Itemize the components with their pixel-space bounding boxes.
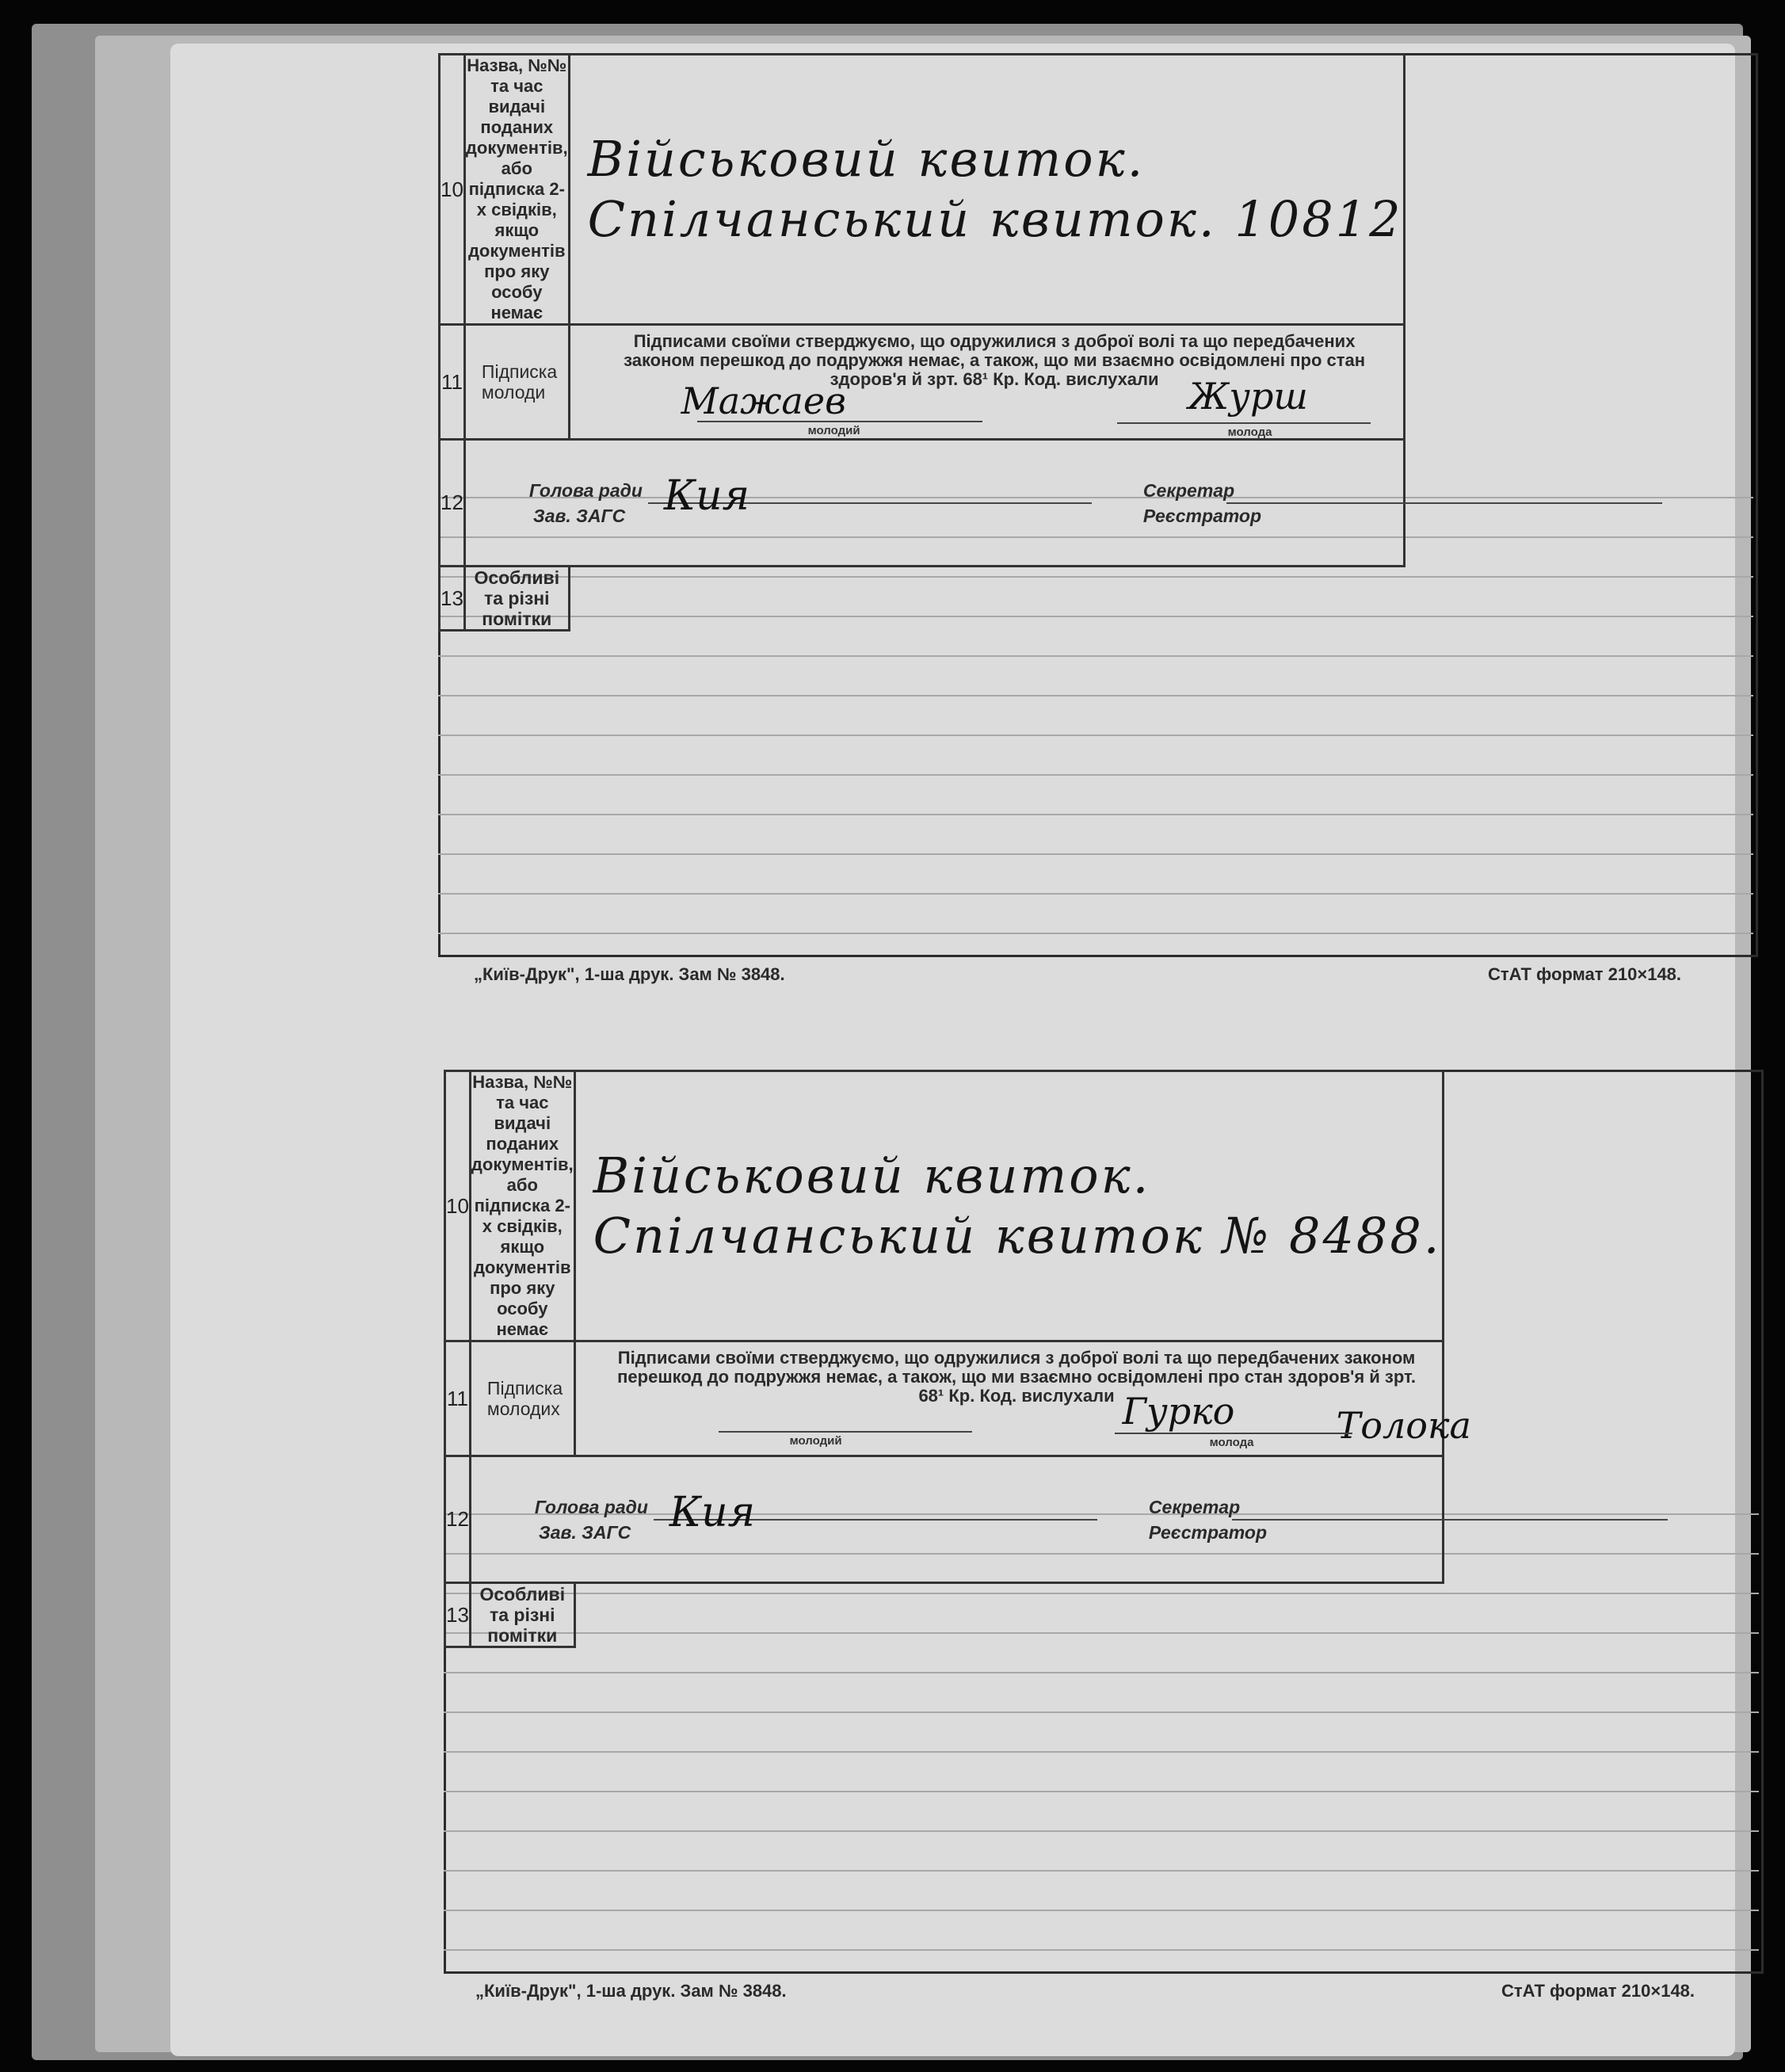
record-table — [438, 53, 1405, 632]
documents-handwriting — [574, 1071, 1443, 1341]
printer-imprint: „Київ-Друк", 1-ша друк. Зам № 3848. — [475, 1981, 787, 2001]
notes-label: Особливі та різні помітки — [464, 567, 569, 631]
row-number: 11 — [445, 1341, 471, 1456]
handwriting-line-1: Військовий квиток. — [593, 1147, 1151, 1204]
secretary-signature-line — [1226, 502, 1662, 504]
documents-label: Назва, №№ та час видачі поданих документів, або підписка 2-х свідків, якщо документів про яку особу немає — [470, 1071, 574, 1341]
signatures-label: Підписка молоди — [464, 325, 569, 440]
bride-signature-line — [1115, 1433, 1352, 1434]
head-label: Голова ради — [528, 480, 643, 501]
registrar-label: Реєстратор — [1148, 1522, 1268, 1543]
handwriting-line-2: Спілчанський квиток № 8488. — [593, 1207, 1442, 1265]
row-number: 12 — [440, 440, 465, 567]
head-signature: Кия — [669, 1489, 756, 1536]
register-page — [170, 44, 1735, 2056]
bride-signature: Журш — [1188, 375, 1308, 418]
form-format: СтАТ формат 210×148. — [1488, 964, 1682, 984]
form-format: СтАТ формат 210×148. — [1501, 1981, 1695, 2001]
notes-label: Особливі та різні помітки — [470, 1583, 574, 1647]
declaration-text: Підписами своїми стверджуємо, що одружилися з доброї волі та що передбачених законом перешкод до подружжя немає, а також, що ми взаємно освідомлені про стан здоров'я й зрт. 68¹ Кр. Код. вислухали — [624, 331, 1366, 389]
groom-signature-line — [719, 1431, 972, 1433]
notes-cell — [569, 567, 1404, 631]
row-number: 10 — [445, 1071, 471, 1341]
groom-signature: Гурко — [1122, 1390, 1235, 1433]
secretary-label: Секретар — [1148, 1497, 1241, 1517]
documents-handwriting — [569, 55, 1404, 325]
bride-signature-line — [1117, 422, 1371, 424]
declaration-text: Підписами своїми стверджуємо, що одружилися з доброї волі та що передбачених законом перешкод до подружжя немає, а також, що ми взаємно освідомлені про стан здоров'я й зрт. 68¹ Кр. Код. вислухали — [617, 1348, 1416, 1406]
head-signature: Кия — [663, 472, 750, 520]
registrar-label: Реєстратор — [1142, 506, 1262, 526]
groom-caption: молодий — [789, 1434, 842, 1448]
row-notes — [445, 1583, 1444, 1647]
signatures-label: Підписка молодих — [470, 1341, 574, 1456]
officials-cell — [464, 440, 1404, 567]
zags-label: Зав. ЗАГС — [538, 1522, 631, 1543]
secretary-label: Секретар — [1142, 480, 1235, 501]
row-signatures — [440, 325, 1405, 440]
row-documents — [445, 1071, 1444, 1341]
row-notes — [440, 567, 1405, 631]
notes-cell — [574, 1583, 1443, 1647]
row-number: 13 — [440, 567, 465, 631]
row-number: 10 — [440, 55, 465, 325]
groom-caption: молодий — [807, 424, 860, 437]
printer-imprint: „Київ-Друк", 1-ша друк. Зам № 3848. — [474, 964, 785, 984]
groom-signature-line — [697, 421, 982, 422]
row-number: 13 — [445, 1583, 471, 1647]
groom-signature: Мажаев — [681, 380, 846, 422]
row-documents — [440, 55, 1405, 325]
row-number: 12 — [445, 1456, 471, 1583]
record-table — [444, 1070, 1471, 1648]
secretary-signature-line — [1232, 1519, 1668, 1521]
declaration-cell — [574, 1341, 1471, 1456]
row-officials — [445, 1456, 1444, 1583]
handwriting-line-2: Спілчанський квиток. 10812 — [587, 190, 1403, 248]
declaration-cell — [569, 325, 1404, 440]
row-number: 11 — [440, 325, 465, 440]
row-signatures — [445, 1341, 1444, 1456]
handwriting-line-1: Військовий квиток. — [587, 130, 1146, 188]
bride-caption: молода — [1209, 1436, 1254, 1449]
documents-label: Назва, №№ та час видачі поданих документів, або підписка 2-х свідків, якщо документів про яку особу немає — [464, 55, 569, 325]
head-label: Голова ради — [534, 1497, 648, 1517]
bride-caption: молода — [1227, 425, 1272, 439]
row-officials — [440, 440, 1405, 567]
officials-cell — [470, 1456, 1443, 1583]
bride-signature: Толока — [1336, 1404, 1471, 1447]
zags-label: Зав. ЗАГС — [532, 506, 626, 526]
